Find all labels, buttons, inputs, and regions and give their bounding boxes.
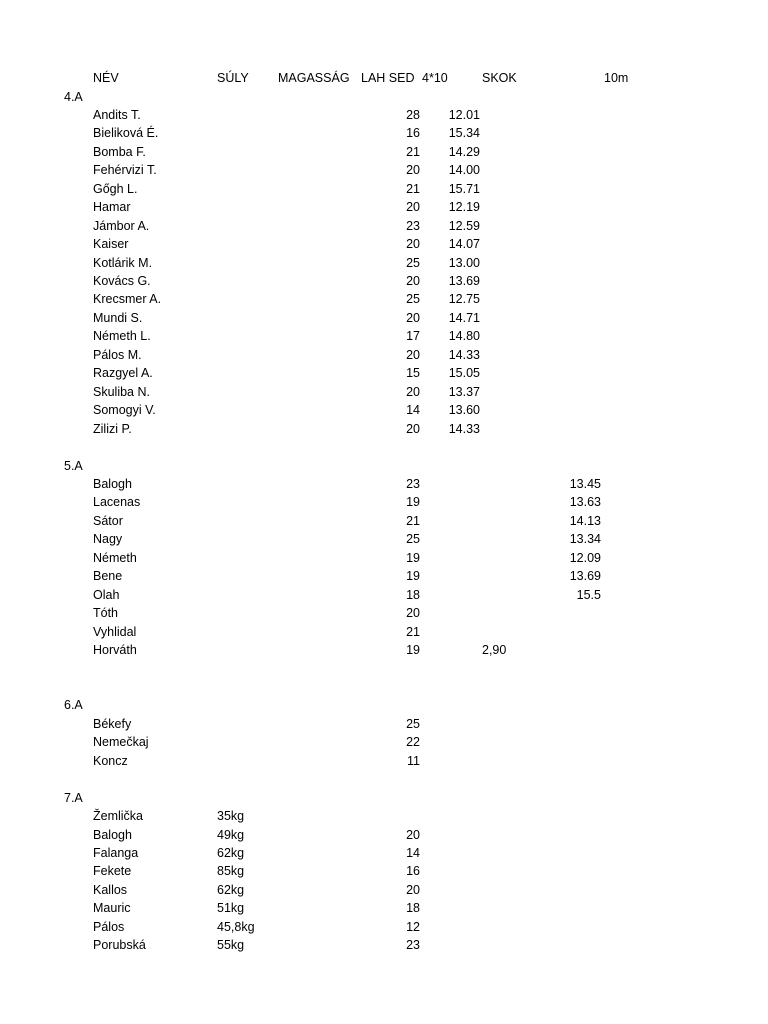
- student-name: Krecsmer A.: [93, 292, 162, 307]
- cell-t410: 13.00: [448, 255, 480, 270]
- cell-lahsed: 22: [406, 735, 420, 750]
- cell-t410: 13.60: [448, 403, 480, 418]
- cell-t410: 12.59: [448, 218, 480, 233]
- cell-lahsed: 20: [406, 310, 420, 325]
- cell-lahsed: 21: [406, 181, 420, 196]
- student-name: Fehérvizi T.: [93, 163, 157, 178]
- cell-lahsed: 17: [406, 329, 420, 344]
- student-name: Kovács G.: [93, 274, 151, 288]
- cell-lahsed: 25: [406, 255, 420, 270]
- cell-t410: 12.75: [448, 292, 480, 307]
- cell-lahsed: 20: [406, 237, 420, 252]
- group-label: 4.A: [64, 89, 83, 104]
- cell-t410: 15.34: [448, 126, 480, 141]
- table-row: [0, 549, 768, 567]
- table-row: [0, 586, 768, 604]
- cell-lahsed: 20: [406, 384, 420, 399]
- student-name: Kaiser: [93, 237, 129, 252]
- student-name: Koncz: [93, 753, 128, 768]
- table-row: [0, 918, 768, 936]
- table-row: [0, 346, 768, 364]
- student-name: Balogh: [93, 827, 132, 842]
- header-lahsed: LAH SED: [361, 71, 415, 85]
- table-row: [0, 604, 768, 622]
- header-weight: SÚLY: [217, 71, 249, 85]
- table-row: [0, 881, 768, 899]
- cell-t410: 15.05: [448, 366, 480, 381]
- cell-lahsed: 19: [406, 569, 420, 584]
- table-row: [0, 493, 768, 511]
- student-name: Kotlárik M.: [93, 255, 153, 270]
- table-row: [0, 420, 768, 438]
- cell-lahsed: 23: [406, 218, 420, 233]
- cell-lahsed: 20: [406, 827, 420, 842]
- cell-lahsed: 23: [406, 476, 420, 491]
- student-name: Vyhlidal: [93, 624, 137, 639]
- cell-weight: 45,8kg: [217, 919, 255, 934]
- student-name: Skuliba N.: [93, 384, 150, 399]
- table-row: [0, 327, 768, 345]
- cell-lahsed: 23: [406, 938, 420, 953]
- cell-lahsed: 16: [406, 864, 420, 879]
- student-name: Hamar: [93, 200, 131, 215]
- cell-lahsed: 20: [406, 163, 420, 178]
- cell-lahsed: 21: [406, 144, 420, 159]
- table-row: [0, 217, 768, 235]
- student-name: Somogyi V.: [93, 403, 156, 418]
- table-row: [0, 862, 768, 880]
- table-row: [0, 180, 768, 198]
- cell-lahsed: 11: [407, 753, 420, 768]
- student-name: Bomba F.: [93, 144, 146, 159]
- cell-lahsed: 20: [406, 200, 420, 215]
- table-row: [0, 290, 768, 308]
- cell-lahsed: 19: [406, 495, 420, 510]
- student-name: Pálos M.: [93, 347, 142, 362]
- cell-t410: 14.00: [448, 163, 480, 178]
- cell-lahsed: 19: [406, 643, 420, 657]
- cell-lahsed: 20: [406, 421, 420, 436]
- table-row: [0, 124, 768, 142]
- student-name: Békefy: [93, 716, 132, 731]
- cell-lahsed: 28: [406, 107, 420, 122]
- table-row: [0, 309, 768, 327]
- cell-weight: 49kg: [217, 827, 245, 842]
- header-4x10: 4*10: [422, 71, 448, 85]
- cell-m10: 12.09: [569, 550, 601, 565]
- cell-lahsed: 20: [406, 274, 420, 288]
- student-name: Horváth: [93, 643, 137, 657]
- student-name: Zilizi P.: [93, 421, 132, 436]
- cell-lahsed: 12: [406, 919, 420, 934]
- student-name: Balogh: [93, 476, 132, 491]
- cell-lahsed: 15: [406, 366, 420, 381]
- cell-lahsed: 14: [406, 403, 420, 418]
- cell-t410: 12.01: [448, 107, 480, 122]
- student-name: Bieliková É.: [93, 126, 159, 141]
- student-name: Andits T.: [93, 107, 141, 122]
- cell-t410: 13.37: [448, 384, 480, 399]
- cell-t410: 14.29: [448, 144, 480, 159]
- student-name: Pálos: [93, 919, 125, 934]
- cell-t410: 14.33: [448, 421, 480, 436]
- group-label: 6.A: [64, 698, 83, 713]
- cell-lahsed: 21: [406, 624, 420, 639]
- cell-weight: 35kg: [217, 809, 245, 824]
- cell-lahsed: 25: [406, 716, 420, 731]
- cell-m10: 13.45: [569, 476, 601, 491]
- table-row: [0, 807, 768, 825]
- cell-lahsed: 21: [406, 513, 420, 528]
- table-row: [0, 272, 768, 290]
- cell-t410: 14.71: [448, 310, 480, 325]
- cell-weight: 85kg: [217, 864, 245, 879]
- table-row: [0, 254, 768, 272]
- cell-weight: 51kg: [217, 901, 245, 916]
- student-name: Nagy: [93, 532, 123, 547]
- cell-lahsed: 20: [406, 347, 420, 362]
- student-name: Gőgh L.: [93, 181, 138, 196]
- cell-t410: 13.69: [448, 274, 480, 288]
- student-name: Sátor: [93, 513, 123, 528]
- group-label-row: [0, 88, 768, 106]
- student-name: Nemečkaj: [93, 735, 149, 750]
- student-name: Porubská: [93, 938, 146, 953]
- table-row: [0, 733, 768, 751]
- student-name: Bene: [93, 569, 123, 584]
- student-name: Kallos: [93, 882, 128, 897]
- header-name: NÉV: [93, 71, 119, 85]
- table-row: [0, 844, 768, 862]
- table-row: [0, 567, 768, 585]
- cell-lahsed: 20: [406, 882, 420, 897]
- header-skok: SKOK: [482, 71, 517, 85]
- cell-t410: 12.19: [448, 200, 480, 215]
- student-name: Tóth: [93, 606, 119, 621]
- cell-lahsed: 16: [406, 126, 420, 141]
- table-row: [0, 899, 768, 917]
- cell-t410: 14.80: [448, 329, 480, 344]
- header-10m: 10m: [604, 71, 629, 85]
- cell-m10: 14.13: [569, 513, 601, 528]
- group-label-row: [0, 457, 768, 475]
- student-name: Žemlička: [93, 809, 144, 824]
- cell-lahsed: 20: [406, 606, 420, 621]
- student-name: Falanga: [93, 845, 139, 860]
- student-name: Lacenas: [93, 495, 141, 510]
- student-name: Mauric: [93, 901, 131, 916]
- table-row: [0, 623, 768, 641]
- cell-skok: 2,90: [482, 643, 507, 657]
- table-row: [0, 198, 768, 216]
- group-label: 5.A: [64, 458, 83, 473]
- table-row: [0, 475, 768, 493]
- cell-lahsed: 19: [406, 550, 420, 565]
- table-row: [0, 530, 768, 548]
- cell-lahsed: 18: [406, 901, 420, 916]
- table-row: [0, 826, 768, 844]
- cell-lahsed: 18: [406, 587, 420, 602]
- cell-m10: 13.69: [569, 569, 601, 584]
- table-row: [0, 106, 768, 124]
- cell-t410: 14.33: [448, 347, 480, 362]
- table-row: [0, 383, 768, 401]
- table-row: [0, 401, 768, 419]
- student-name: Olah: [93, 587, 120, 602]
- cell-t410: 15.71: [448, 181, 480, 196]
- header-row: [0, 69, 768, 87]
- cell-weight: 62kg: [217, 845, 245, 860]
- cell-lahsed: 14: [406, 845, 420, 860]
- student-name: Mundi S.: [93, 310, 143, 325]
- table-row: [0, 752, 768, 770]
- cell-t410: 14.07: [448, 237, 480, 252]
- table-row: [0, 715, 768, 733]
- student-name: Razgyel A.: [93, 366, 153, 381]
- student-name: Jámbor A.: [93, 218, 150, 233]
- cell-m10: 13.63: [569, 495, 601, 510]
- table-row: [0, 936, 768, 954]
- cell-lahsed: 25: [406, 532, 420, 547]
- table-row: [0, 235, 768, 253]
- group-label-row: [0, 789, 768, 807]
- student-name: Németh: [93, 550, 137, 565]
- cell-m10: 15.5: [576, 587, 601, 602]
- cell-weight: 55kg: [217, 938, 245, 953]
- group-label-row: [0, 696, 768, 714]
- cell-m10: 13.34: [569, 532, 601, 547]
- group-label: 7.A: [64, 790, 83, 805]
- cell-lahsed: 25: [406, 292, 420, 307]
- table-row: [0, 143, 768, 161]
- table-row: [0, 512, 768, 530]
- cell-weight: 62kg: [217, 882, 245, 897]
- student-name: Fekete: [93, 864, 132, 879]
- student-name: Németh L.: [93, 329, 151, 344]
- table-row: [0, 161, 768, 179]
- table-row: [0, 641, 768, 659]
- header-height: MAGASSÁG: [278, 71, 350, 85]
- table-row: [0, 364, 768, 382]
